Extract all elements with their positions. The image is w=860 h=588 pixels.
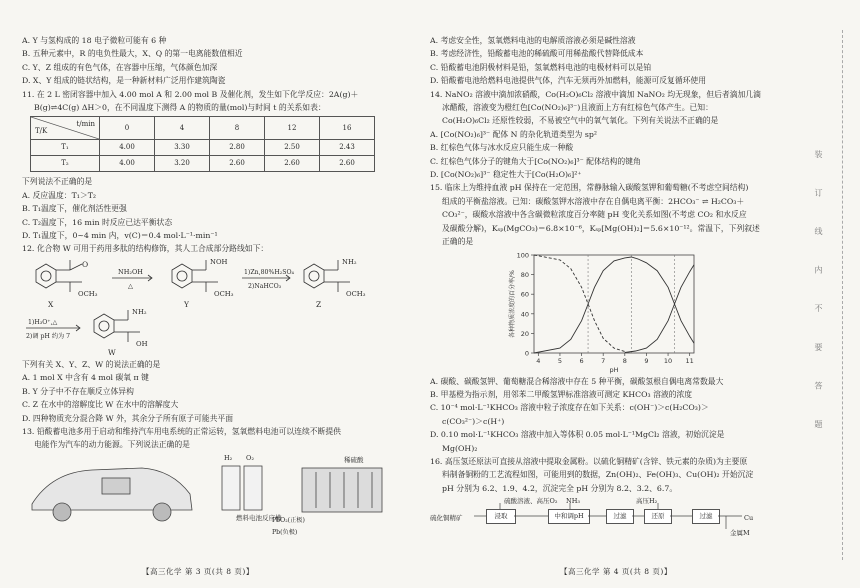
option-line: D. [Co(NO₂)₆]³⁻ 稳定性大于[Co(H₂O)₆]²⁺ [430, 170, 582, 180]
substituent-label: OCH₃ [214, 289, 234, 298]
compound-label: Y [184, 299, 189, 309]
table-cell: 2.60 [265, 156, 320, 172]
flow-output: Cu [744, 514, 754, 523]
option-line: A. 考虑安全性，氢氧燃料电池的电解质溶液必须是碱性溶液 [430, 36, 636, 45]
page-footer: 【高三化学 第 4 页(共 8 页)】 [560, 567, 672, 576]
option-line: C. Y、Z 组成的有色气体，在容器中压缩，气体颜色加深 [22, 62, 218, 72]
x-tick-label: 10 [663, 356, 673, 365]
flow-step: 中和调pH [548, 509, 590, 524]
y-tick-label: 80 [520, 270, 529, 279]
fuel-cell-label: 燃料电池反应槽 [236, 513, 282, 522]
time-header: 0 [100, 117, 155, 140]
question-16-stem: 16. 高压氢还原法可直接从溶液中提取金属粉。以硫化铜精矿(含锌、铁元素的杂质)为主要原 [430, 456, 748, 466]
substituent-label: NH₂ [342, 257, 357, 266]
flow-input: 硫酸溶液、高压O₂ [504, 497, 558, 506]
option-line: B. T₁温度下，催化剂活性更强 [22, 204, 127, 214]
time-header: 12 [265, 117, 320, 140]
y-tick-label: 40 [520, 309, 529, 318]
flow-output: 金属M [730, 529, 750, 538]
electrode-label: Pb(负极) [272, 528, 298, 536]
question-13-stem: 电能作为汽车的动力能源。下列说法正确的是 [34, 440, 190, 450]
speciation-chart [430, 249, 808, 375]
option-line: C. 红棕色气体分子的键角大于[Co(NO₂)₆]³⁻ 配体结构的键角 [430, 156, 641, 166]
binding-notice: 装 订 线 内 不 要 答 题 [814, 150, 823, 442]
table-cell: 2.60 [320, 156, 375, 172]
process-flow [430, 495, 808, 545]
corner-top: t/min [76, 120, 95, 129]
synthesis-scheme [22, 256, 417, 358]
battery-illustration [22, 452, 417, 544]
y-axis-label: 各种物质浓度的百分率/% [509, 269, 516, 338]
option-line: D. X、Y 组成的链状结构，是一种新材料广泛用作建筑陶瓷 [22, 76, 226, 86]
substituent-label: NH₂ [132, 307, 147, 316]
reagent-label: 1)H₃O⁺,△ [28, 318, 58, 326]
y-tick-label: 0 [524, 349, 529, 357]
option-line: A. 反应温度：T₁＞T₂ [22, 190, 97, 200]
substituent-label: OCH₃ [346, 289, 366, 298]
table-cell: 2.80 [210, 140, 265, 156]
option-line: D. T₁温度下，0~4 min 内，v(C)＝0.4 mol·L⁻¹·min⁻¹ [22, 231, 218, 241]
question-15-stem: 及碳酸分解)，Kₛₚ(MgCO₃)＝6.8×10⁻⁶，Kₛₚ[Mg(OH)₂]＝5.6×10⁻¹²。常温下，下列叙述 [442, 223, 760, 233]
flow-step: 浸取 [486, 509, 516, 524]
reagent-label: △ [128, 281, 133, 290]
corner-bottom: T/K [35, 127, 48, 136]
flow-input: 高压H₂ [636, 497, 658, 506]
question-11-stem: 11. 在 2 L 密闭容器中加入 4.00 mol A 和 2.00 mol B 及催化剂，发生如下化学反应：2A(g)＋ [22, 89, 359, 99]
option-line: C. 铅酸蓄电池阴极材料是铅，氢氧燃料电池的电极材料可以是铂 [430, 62, 652, 72]
question-16-stem: pH 分别为 6.2、1.9、4.2，沉淀完全 pH 分别为 8.2、3.2、6.7。 [442, 483, 678, 493]
option-line: Mg(OH)₂ [442, 443, 478, 453]
gas-label: O₂ [246, 453, 254, 462]
table-row [31, 156, 375, 172]
question-13-stem: 13. 铅酸蓄电池多用于启动和维持汽车用电系统的正常运转，氢氧燃料电池可以连续不断提供 [22, 426, 341, 436]
compound-label: Z [316, 299, 322, 309]
question-15-stem: CO₃²⁻，碳酸水溶液中各含碳微粒浓度百分率随 pH 变化关系如图(不考虑 CO₂ 和水反应 [442, 210, 747, 220]
substituent-label: O [82, 259, 89, 269]
table-cell: 4.00 [100, 156, 155, 172]
time-header: 8 [210, 117, 265, 140]
option-line: A. Y 与氢构成的 18 电子微粒可能有 6 种 [22, 36, 167, 45]
flow-arrows-icon [430, 495, 808, 545]
y-tick-label: 20 [520, 329, 529, 338]
flow-step: 过滤 [606, 509, 634, 524]
compound-label: X [48, 299, 54, 309]
y-tick-label: 60 [520, 290, 529, 299]
reagent-label: NH₂OH [118, 267, 143, 276]
data-table [30, 116, 375, 172]
question-15-stem: 15. 临床上为维持血液 pH 保持在一定范围，常静脉输入碳酸氢钾和葡萄糖(不考虑空间结构) [430, 183, 749, 193]
x-tick-label: 8 [622, 356, 627, 365]
option-line: 下列有关 X、Y、Z、W 的说法正确的是 [22, 359, 161, 369]
electrode-label: PbO₂(正极) [272, 516, 305, 524]
x-tick-label: 6 [579, 356, 584, 365]
table-cell: 3.30 [155, 140, 210, 156]
x-tick-label: 9 [644, 356, 649, 365]
plot-frame [534, 255, 694, 353]
acid-label: 稀硫酸 [344, 455, 364, 464]
question-15-stem: 组成的平衡盐溶液。已知：碳酸氢钾水溶液中存在自偶电离平衡：2HCO₃⁻ ⇌ H₂CO₃＋ [442, 196, 745, 206]
option-line: B. 五种元素中，R 的电负性最大，X、Q 的第一电离能数值相近 [22, 49, 243, 59]
option-line: C. T₂温度下，16 min 时反应已达平衡状态 [22, 217, 173, 227]
reagent-label: 2)调 pH 约为 7 [26, 332, 71, 340]
x-tick-label: 4 [536, 356, 541, 365]
page-footer: 【高三化学 第 3 页(共 8 页)】 [142, 567, 254, 576]
reagent-label: 1)Zn,80%H₂SO₄ [244, 268, 295, 276]
table-corner [31, 117, 100, 140]
option-line: C. 10⁻⁴ mol·L⁻¹KHCO₃ 溶液中粒子浓度存在如下关系：c(OH⁻)＞c(H₂CO₃)＞ [430, 403, 709, 413]
question-14-stem: 14. NaNO₂ 溶液中滴加浓硝酸，Co(H₂O)₆Cl₂ 溶液中滴加 NaNO₂ 均无现象，但后者滴加几滴 [430, 89, 761, 99]
option-line: A. [Co(NO₂)₆]³⁻ 配体 N 的杂化轨道类型为 sp² [430, 129, 597, 139]
time-header: 4 [155, 117, 210, 140]
option-line: B. 甲基橙为指示剂，用邻苯二甲酸氢钾标准溶液可测定 KHCO₃ 溶液的浓度 [430, 389, 693, 399]
flow-step: 还原 [644, 509, 672, 524]
substituent-label: OH [136, 339, 148, 348]
table-cell: 4.00 [100, 140, 155, 156]
question-15-stem: 正确的是 [442, 237, 474, 247]
compound-label: W [108, 347, 116, 357]
chart-svg [430, 249, 808, 375]
time-header: 16 [320, 117, 375, 140]
series-line [534, 257, 694, 353]
gas-label: H₂ [224, 453, 233, 462]
question-12-stem: 12. 化合物 W 可用于药用多肽的结构修饰，其人工合成部分路线如下： [22, 244, 269, 254]
series-line [625, 264, 694, 352]
option-line: D. 0.10 mol·L⁻¹KHCO₃ 溶液中加入等体积 0.05 mol·L⁻¹MgCl₂ 溶液，初始沉淀是 [430, 430, 725, 440]
question-14-stem: Co(H₂O)₆Cl₂ 还原性较弱，不易被空气中的氧气氧化。下列有关说法不正确的是 [442, 116, 719, 126]
question-14-stem: 冰醋酸，溶液变为橙红色[Co(NO₂)₆]³⁻)且液面上方有红棕色气体产生。已知： [442, 103, 713, 113]
flow-step: 过滤 [692, 509, 720, 524]
row-label: T₂ [31, 156, 100, 172]
option-line: B. Y 分子中不存在顺反立体异构 [22, 386, 134, 396]
table-cell: 2.50 [265, 140, 320, 156]
flow-input: NH₃ [566, 497, 580, 506]
reagent-label: 2)NaHCO₃ [248, 282, 282, 290]
right-column [430, 34, 808, 545]
left-column [22, 34, 417, 544]
flow-start: 硫化铜精矿 [430, 514, 463, 523]
option-line: c(CO₃²⁻)＞c(H⁺) [442, 416, 505, 426]
x-tick-label: 7 [601, 356, 606, 365]
x-tick-label: 11 [685, 356, 694, 365]
x-tick-label: 5 [557, 356, 563, 365]
option-line: D. 四种物质充分混合降 W 外，其余分子所有原子可能共平面 [22, 413, 234, 423]
option-line: C. Z 在水中的溶解度比 W 在水中的溶解度大 [22, 400, 179, 410]
y-tick-label: 100 [516, 251, 529, 259]
table-cell: 2.43 [320, 140, 375, 156]
option-line: A. 1 mol X 中含有 4 mol 碳氧 π 键 [22, 373, 149, 383]
table-cell: 3.20 [155, 156, 210, 172]
row-label: T₁ [31, 140, 100, 156]
option-line: D. 铅酸蓄电池给燃料电池提供气体，汽车无须再外加燃料，能源可反复循环使用 [430, 76, 707, 86]
option-line: 下列说法不正确的是 [22, 177, 93, 187]
option-line: B. 考虑经济性，铅酸蓄电池的稀硫酸可用稀盐酸代替降低成本 [430, 49, 644, 59]
option-line: A. 碳酸、碳酸氢钾、葡萄糖混合稀溶液中存在 5 种平衡，碳酸氢根自偶电离常数最大 [430, 376, 724, 386]
series-line [534, 255, 625, 352]
substituent-label: OCH₃ [78, 289, 98, 298]
table-row [31, 140, 375, 156]
binding-line [842, 30, 843, 560]
table-cell: 2.60 [210, 156, 265, 172]
question-11-stem: B(g)⇌4C(g) ΔH＞0，在不同温度下测得 A 的物质的量(mol)与时间 t 的关系如表： [34, 103, 326, 113]
substituent-label: NOH [210, 257, 228, 266]
option-line: B. 红棕色气体与冰水反应只能生成一种酸 [430, 143, 574, 153]
question-16-stem: 料制备铜粉的工艺流程如图，可能用到的数据，Zn(OH)₂、Fe(OH)₃、Cu(OH)₂ 开始沉淀 [442, 470, 754, 480]
x-axis-label: pH [609, 365, 619, 374]
